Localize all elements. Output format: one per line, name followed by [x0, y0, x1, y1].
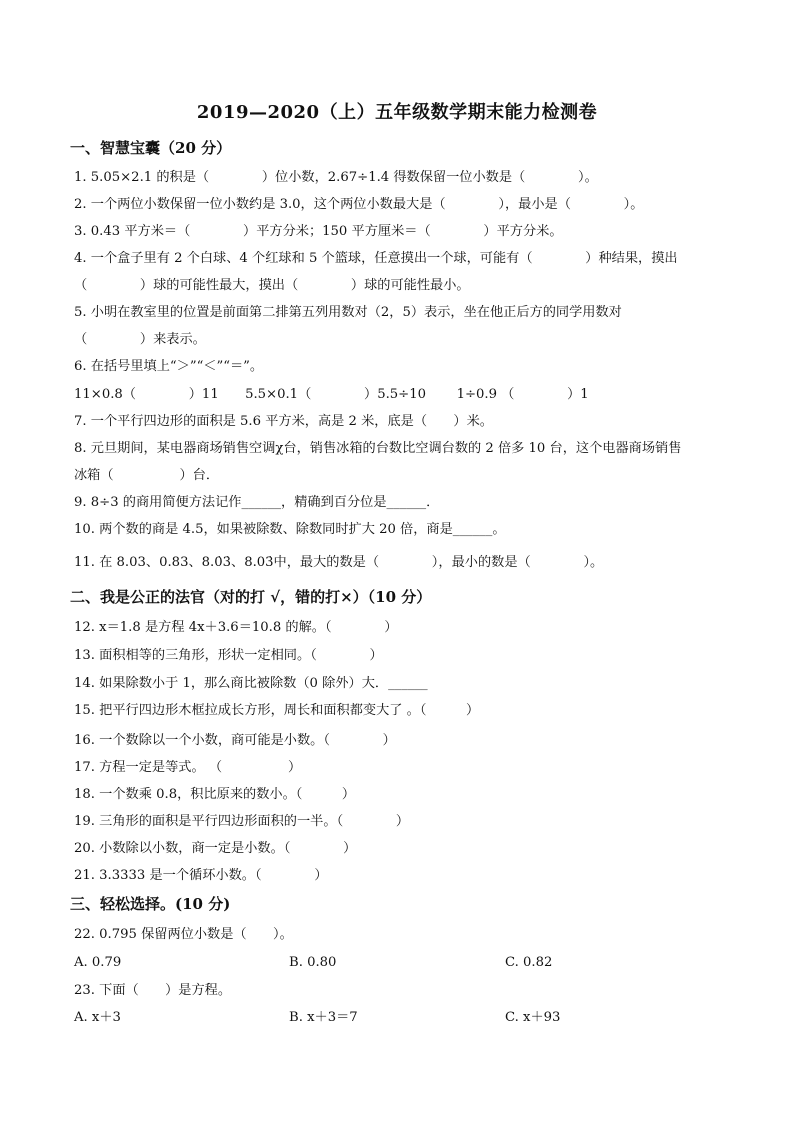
- question-10: 10. 两个数的商是 4.5，如果被除数、除数同时扩大 20 倍，商是______。: [74, 522, 506, 537]
- question-11: 11. 在 8.03、0.83、8.0̇3̇、8.03̇中，最大的数是（ ），最小的数是（ ）。: [74, 555, 604, 570]
- question-4-line-1: 4. 一个盒子里有 2 个白球、4 个红球和 5 个篮球，任意摸出一个球，可能有（ ）种结果，摸出: [74, 251, 678, 266]
- question-23-option-a: A. x＋3: [74, 1010, 121, 1025]
- question-15: 15. 把平行四边形木框拉成长方形，周长和面积都变大了 。（ ）: [74, 703, 480, 718]
- question-1: 1. 5.05×2.1 的积是（ ）位小数，2.67÷1.4 得数保留一位小数是（ ）。: [74, 170, 598, 185]
- question-5-line-1: 5. 小明在教室里的位置是前面第二排第五列用数对（2，5）表示，坐在他正后方的同学用数对: [74, 305, 622, 320]
- question-22-option-a: A. 0.79: [74, 955, 122, 970]
- question-22-option-c: C. 0.82: [505, 955, 553, 970]
- section-3-heading: 三、轻松选择。(10 分): [70, 895, 231, 913]
- question-23-option-c: C. x＋93: [505, 1010, 561, 1025]
- question-22-option-b: B. 0.80: [289, 955, 337, 970]
- question-23: 23. 下面（ ）是方程。: [74, 983, 232, 998]
- question-8-line-2: 冰箱（ ）台．: [74, 468, 220, 483]
- question-7: 7. 一个平行四边形的面积是 5.6 平方米，高是 2 米，底是（ ）米。: [74, 414, 493, 429]
- question-23-option-b: B. x＋3＝7: [289, 1010, 358, 1025]
- question-4-line-2: （ ）球的可能性最大，摸出（ ）球的可能性最小。: [74, 278, 470, 293]
- question-3: 3. 0.43 平方米＝（ ）平方分米；150 平方厘米＝（ ）平方分米。: [74, 224, 563, 239]
- question-20: 20. 小数除以小数，商一定是小数。（ ）: [74, 841, 357, 856]
- question-17: 17. 方程一定是等式。 （ ）: [74, 760, 302, 775]
- question-13: 13. 面积相等的三角形，形状一定相同。（ ）: [74, 648, 383, 663]
- question-14: 14. 如果除数小于 1，那么商比被除数（0 除外）大．______: [74, 676, 428, 691]
- question-6-line-2: 11×0.8（ ）11 5.5×0.1（ ）5.5÷10 1÷0.9 （ ）1: [74, 387, 589, 402]
- section-2-heading: 二、我是公正的法官（对的打 √，错的打×）（10 分）: [70, 588, 432, 606]
- question-2: 2. 一个两位小数保留一位小数约是 3.0，这个两位小数最大是（ ），最小是（ ）。: [74, 197, 644, 212]
- question-6-line-1: 6. 在括号里填上“＞”“＜”“＝”。: [74, 359, 264, 374]
- question-8-line-1: 8. 元旦期间，某电器商场销售空调χ台，销售冰箱的台数比空调台数的 2 倍多 10 台，这个电器商场销售: [74, 441, 682, 456]
- question-12: 12. x＝1.8 是方程 4x＋3.6＝10.8 的解。（ ）: [74, 620, 398, 635]
- question-5-line-2: （ ）来表示。: [74, 332, 206, 347]
- question-21: 21. 3.3333 是一个循环小数。（ ）: [74, 868, 328, 883]
- exam-title: 2019—2020（上）五年级数学期末能力检测卷: [196, 102, 598, 123]
- question-19: 19. 三角形的面积是平行四边形面积的一半。（ ）: [74, 814, 410, 829]
- section-1-heading: 一、智慧宝囊（20 分）: [70, 139, 232, 157]
- question-18: 18. 一个数乘 0.8，积比原来的数小。（ ）: [74, 787, 356, 802]
- question-9: 9. 8÷3 的商用简便方法记作______，精确到百分位是______．: [74, 495, 440, 510]
- question-22: 22. 0.795 保留两位小数是（ ）。: [74, 927, 293, 942]
- question-16: 16. 一个数除以一个小数，商可能是小数。（ ）: [74, 733, 396, 748]
